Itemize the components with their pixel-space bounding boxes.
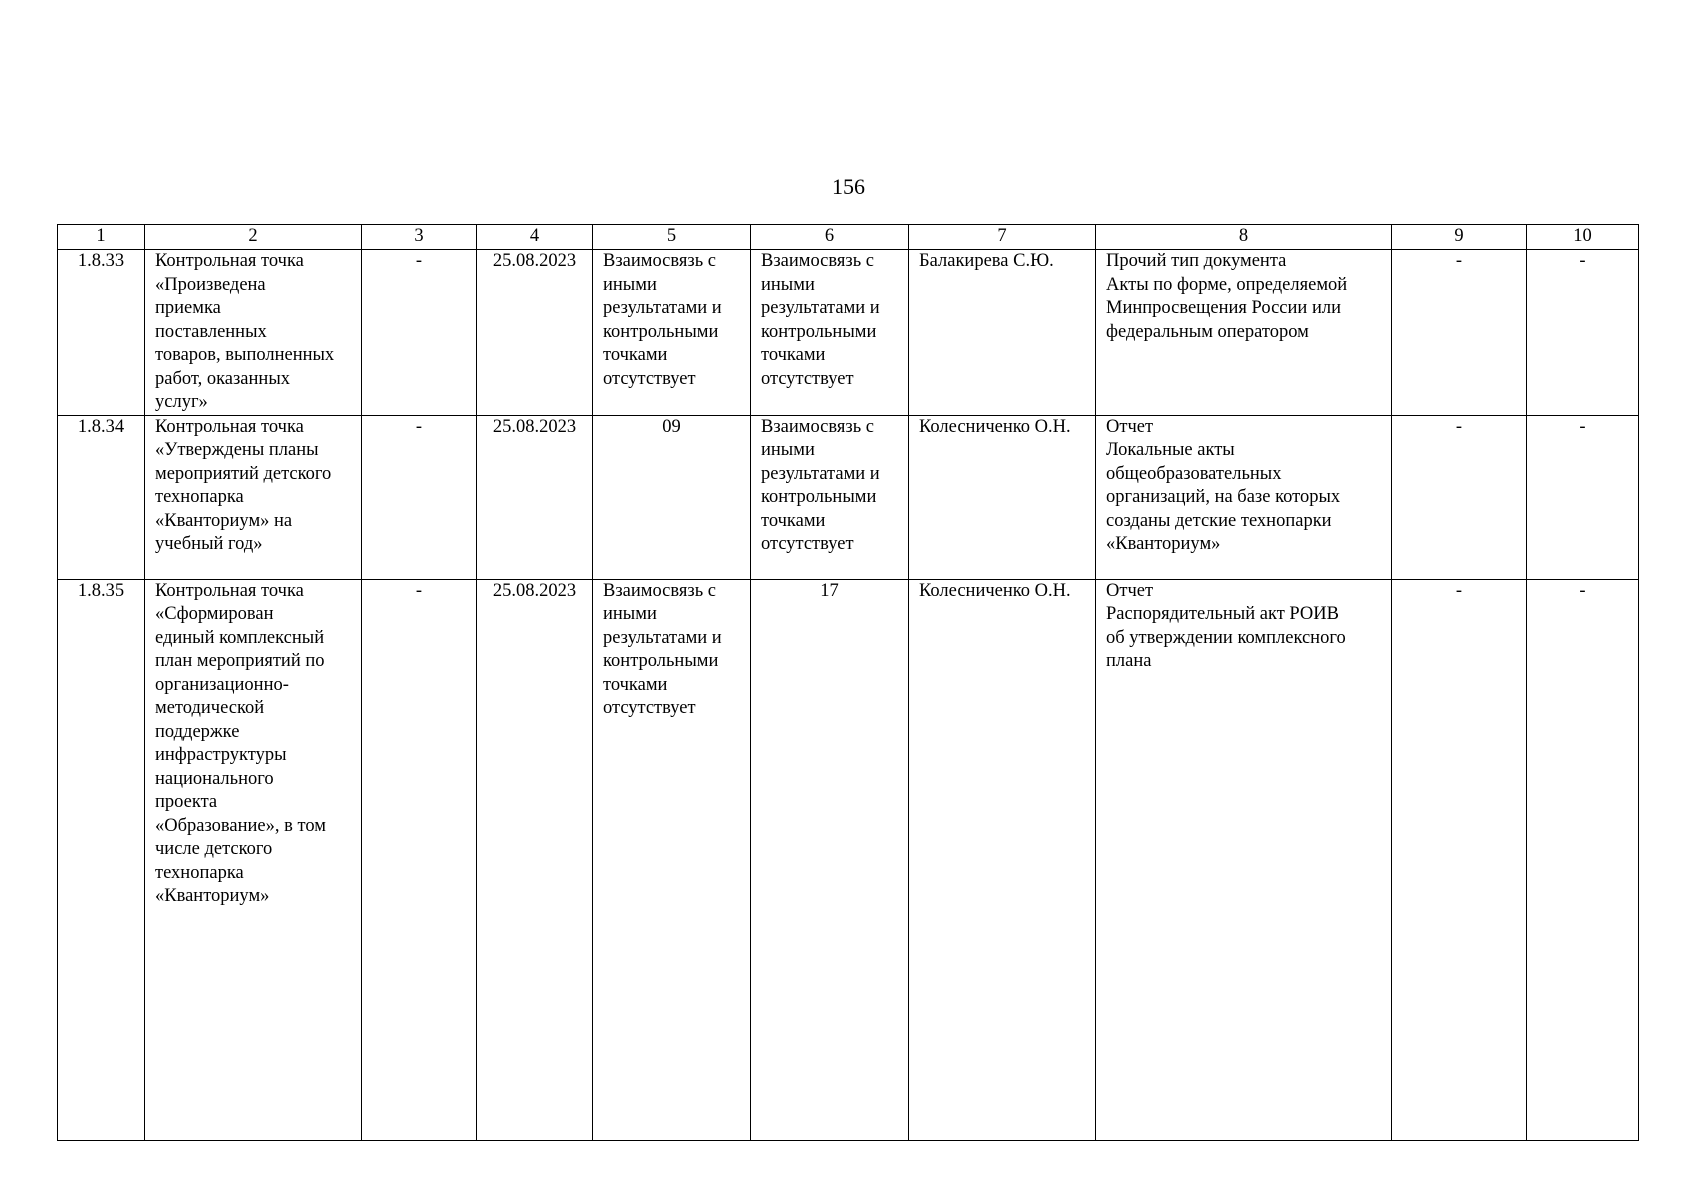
document-type-cell-line: организаций, на базе которых [1106,487,1341,507]
control-points-table [57,224,1639,1141]
table-row [58,579,1639,1140]
relation-cell-line: точками [603,345,668,365]
responsible-cell: Балакирева С.Ю. [909,250,1096,416]
document-type-cell-line: Отчет [1106,416,1154,437]
document-type-cell-line: «Кванториум» [1106,534,1221,554]
document-type-cell-line: Прочий тип документа [1106,251,1287,271]
relation-cell-line: Взаимосвязь с [761,251,874,271]
document-type-cell-line: Распорядительный акт РОИВ [1106,604,1339,624]
control-point-name-cell-line: «Сформирован [155,604,274,624]
control-point-name-cell-line: «Образование», в том [155,815,326,836]
control-point-name-cell-line: поддержке [155,721,240,742]
relation-cell-line: иными [603,604,657,624]
date-cell: 25.08.2023 [477,415,593,579]
document-type-cell-line: Отчет [1106,580,1154,601]
control-point-name-cell-line: Контрольная точка [155,416,304,437]
document-type-cell [1096,579,1392,1140]
control-point-name-cell-line: «Утверждены планы [155,440,319,460]
relation-cell [593,415,751,579]
column-header: 9 [1392,225,1527,250]
document-type-cell-line: плана [1106,651,1152,671]
responsible-cell: Колесниченко О.Н. [909,415,1096,579]
relation-cell [593,250,751,416]
column-10-cell: - [1527,415,1639,579]
control-point-name-cell-line: методической [155,698,265,718]
control-point-name-cell-line: технопарка [155,862,244,883]
relation-cell-line: контрольными [603,651,719,671]
relation-cell-line: контрольными [603,321,719,342]
document-type-cell-line: Локальные акты [1106,440,1235,460]
control-point-name-cell-line: Контрольная точка [155,251,304,271]
document-type-cell-line: Минпросвещения России или [1106,298,1341,318]
control-point-name-cell-line: технопарка [155,487,244,507]
document-type-cell-line: об утверждении комплексного [1106,627,1346,648]
control-point-name-cell-line: числе детского [155,839,273,859]
control-point-name-cell-line: «Произведена [155,274,266,295]
column-header: 5 [593,225,751,250]
control-point-name-cell-line: «Кванториум» на [155,510,293,531]
column-header: 3 [362,225,477,250]
row-number-cell: 1.8.33 [58,250,145,416]
header-row [58,225,1639,250]
table-row [58,415,1639,579]
column-header: 8 [1096,225,1392,250]
control-point-name-cell [145,250,362,416]
relation-cell-line: отсутствует [603,698,696,718]
control-point-name-cell-line: национального [155,768,274,789]
relation-cell-line: 17 [820,580,839,601]
control-point-name-cell [145,415,362,579]
document-type-cell [1096,250,1392,416]
column-header: 4 [477,225,593,250]
relation-cell-line: отсутствует [603,368,696,389]
row-number-cell: 1.8.34 [58,415,145,579]
column-9-cell: - [1392,415,1527,579]
column-header: 7 [909,225,1096,250]
control-point-name-cell-line: услуг» [155,392,208,412]
column-3-cell: - [362,579,477,1140]
relation-cell-line: Взаимосвязь с [761,416,874,437]
relation-cell-line: отсутствует [761,368,854,389]
column-9-cell: - [1392,579,1527,1140]
control-point-name-cell-line: поставленных [155,321,267,342]
column-10-cell: - [1527,579,1639,1140]
control-point-name-cell-line: «Кванториум» [155,886,270,906]
control-point-name-cell-line: инфраструктуры [155,745,287,765]
control-point-name-cell-line: работ, оказанных [155,368,290,389]
responsible-cell: Колесниченко О.Н. [909,579,1096,1140]
relation-cell-line: Взаимосвязь с [603,251,716,271]
relation-cell [751,579,909,1140]
column-3-cell: - [362,415,477,579]
relation-cell-line: результатами и [761,298,880,318]
relation-cell-line: контрольными [761,321,877,342]
document-type-cell-line: созданы детские технопарки [1106,510,1332,531]
relation-cell-line: точками [761,510,826,531]
row-number-cell: 1.8.35 [58,579,145,1140]
column-header: 6 [751,225,909,250]
column-10-cell: - [1527,250,1639,416]
relation-cell-line: иными [761,274,815,295]
document-type-cell-line: федеральным оператором [1106,321,1309,342]
relation-cell-line: результатами и [761,463,880,484]
column-9-cell: - [1392,250,1527,416]
relation-cell-line: результатами и [603,627,722,648]
relation-cell-line: Взаимосвязь с [603,580,716,601]
page-number: 156 [832,174,865,199]
relation-cell-line: контрольными [761,487,877,507]
control-point-name-cell-line: организационно- [155,674,289,695]
control-point-name-cell-line: проекта [155,792,218,812]
relation-cell-line: 09 [662,416,681,437]
relation-cell [751,415,909,579]
column-3-cell: - [362,250,477,416]
relation-cell-line: отсутствует [761,534,854,554]
column-header: 10 [1527,225,1639,250]
date-cell: 25.08.2023 [477,579,593,1140]
relation-cell-line: точками [603,674,668,695]
control-point-name-cell-line: приемка [155,298,221,318]
relation-cell-line: точками [761,345,826,365]
control-point-name-cell-line: мероприятий детского [155,463,332,484]
document-type-cell-line: общеобразовательных [1106,463,1282,484]
document-type-cell [1096,415,1392,579]
control-point-name-cell-line: план мероприятий по [155,651,325,671]
document-type-cell-line: Акты по форме, определяемой [1106,274,1348,295]
control-point-name-cell-line: учебный год» [155,534,263,554]
relation-cell-line: иными [603,274,657,295]
relation-cell [751,250,909,416]
relation-cell-line: результатами и [603,298,722,318]
table-row [58,250,1639,416]
control-point-name-cell-line: товаров, выполненных [155,345,335,365]
control-point-name-cell-line: Контрольная точка [155,580,304,601]
relation-cell [593,579,751,1140]
control-point-name-cell-line: единый комплексный [155,627,325,648]
control-point-name-cell [145,579,362,1140]
date-cell: 25.08.2023 [477,250,593,416]
relation-cell-line: иными [761,440,815,460]
column-header: 1 [58,225,145,250]
column-header: 2 [145,225,362,250]
